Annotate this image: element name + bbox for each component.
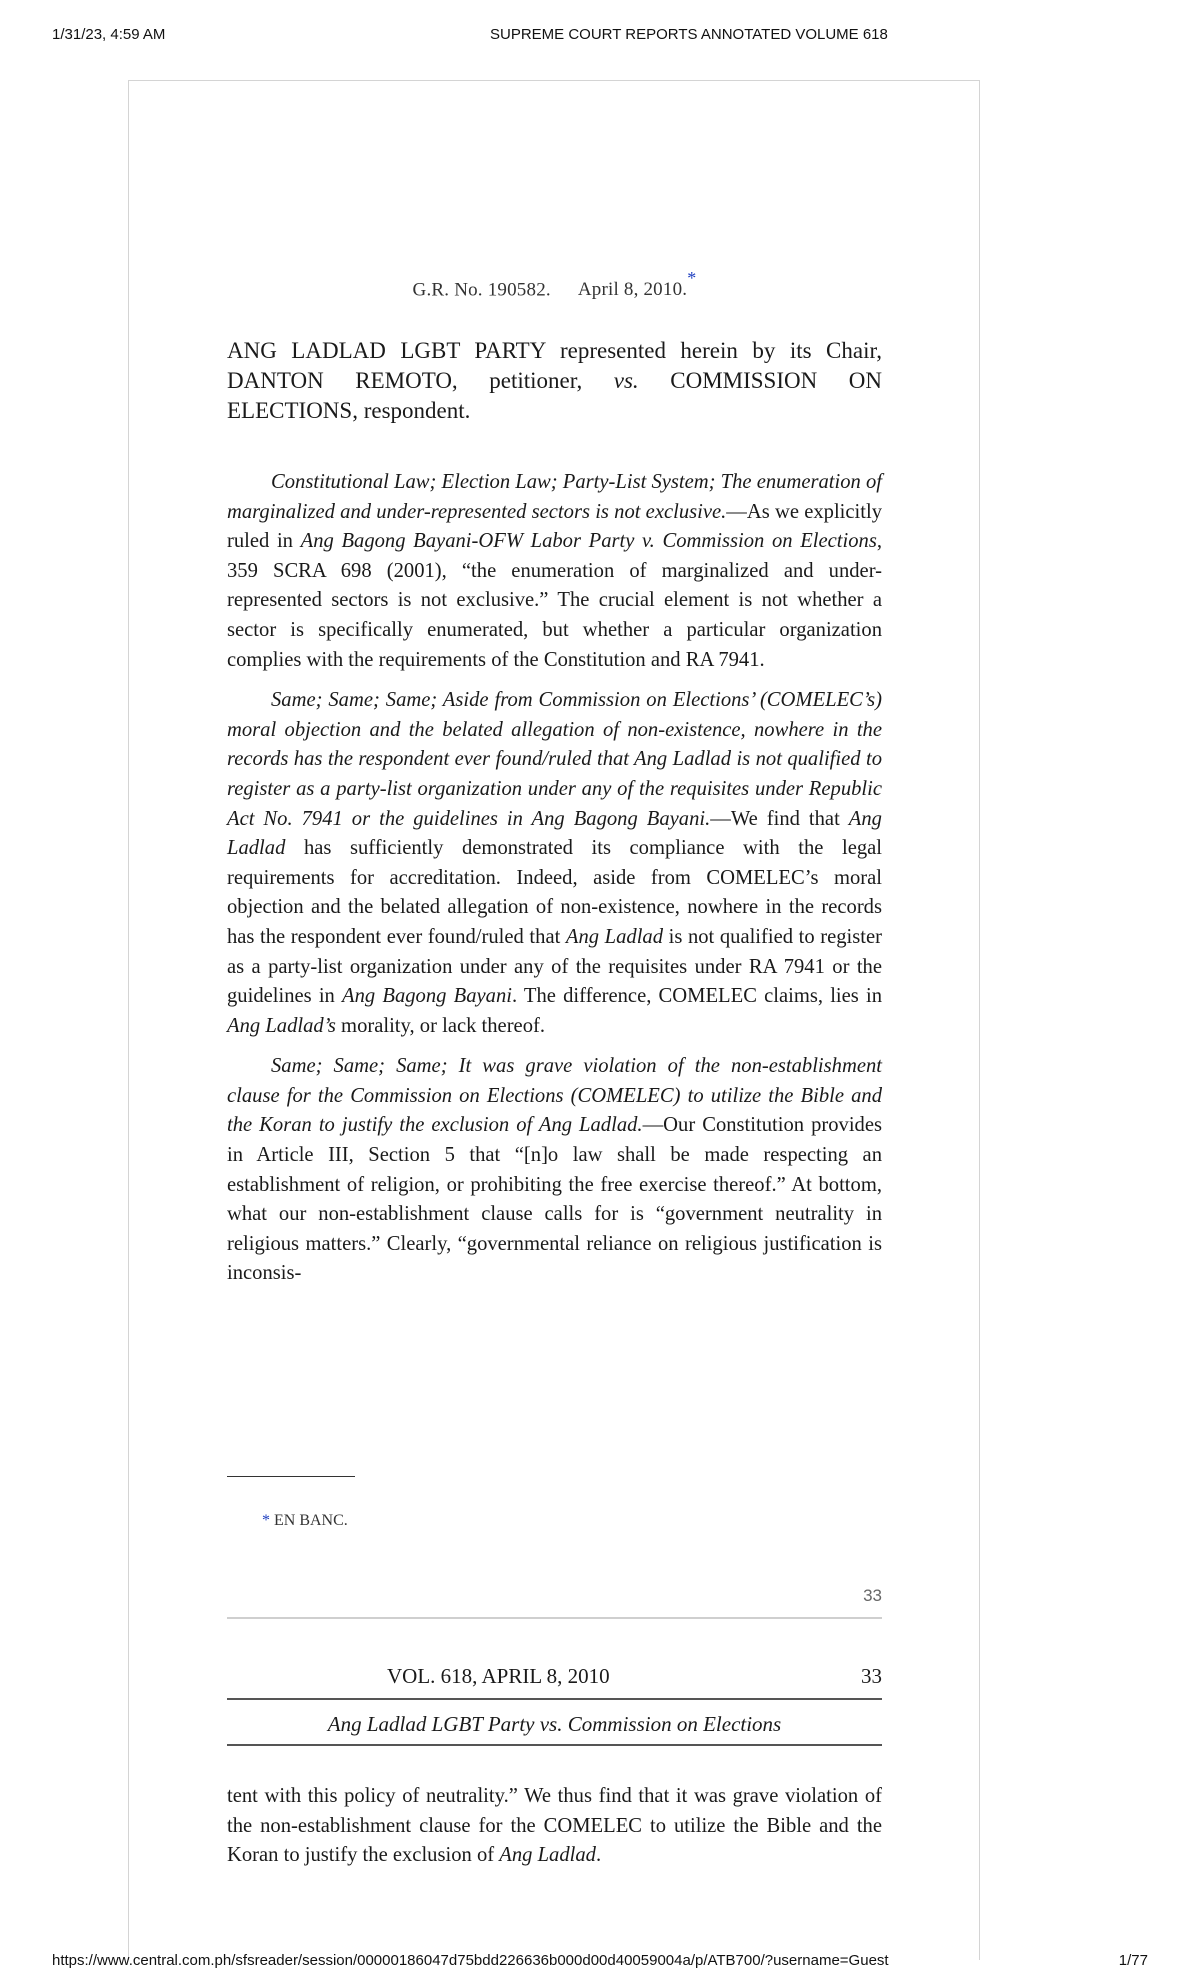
syllabus-text: , 359 SCRA 698 (2001), “the enumeration of marginalized and under-represented sectors is not exclusive.” The crucial element is not whether a sector is specifically enumerated, but whether a particular organization complies with the requirements of the Constitution and RA 7941. (227, 530, 882, 671)
running-head-volume: VOL. 618, APRIL 8, 2010 (387, 1664, 610, 1688)
syllabus-text: has sufficiently demonstrated its compliance with the legal requirements for accreditation. Indeed, aside from COMELEC’s moral objection and the belated allegation of non-existence, nowhere in the records has the respondent ever found/ruled that (227, 837, 882, 948)
syllabus (227, 468, 882, 1300)
syllabus-paragraph-2 (227, 686, 882, 1041)
gr-number: G.R. No. 190582. (412, 279, 551, 301)
footnote (262, 1512, 917, 1530)
party-name: Ang Ladlad (499, 1844, 596, 1867)
case-citation: Ang Bagong Bayani (342, 985, 512, 1008)
footnote-text: EN BANC. (274, 1512, 348, 1529)
continuation-text (227, 1782, 882, 1871)
case-parties (227, 336, 882, 426)
syllabus-topic-1: Constitutional Law; Election Law; Party-List System; The enumeration of marginalized and under-represented sectors is not exclusive. (227, 471, 882, 523)
syllabus-text: —Our Constitution provides in Article III, Section 5 that “[n]o law shall be made respecting an establishment of religion, or prohibiting the free exercise thereof.” At bottom, what our non-establishment clause calls for is “government neutrality in religious matters.” Clearly, “governmental reliance on religious justification is inconsis- (227, 1114, 883, 1285)
print-url: https://www.central.com.ph/sfsreader/session/00000186047d75bdd226636b000d00d40059004a/p/ATB700/?username=Guest (52, 1952, 889, 1969)
print-datetime: 1/31/23, 4:59 AM (52, 26, 166, 43)
case-citation: Ang Bagong Bayani-OFW Labor Party v. Commission on Elections (300, 530, 877, 553)
print-title: SUPREME COURT REPORTS ANNOTATED VOLUME 618 (490, 26, 888, 43)
running-head-case-part2: Commission on Elections (562, 1712, 782, 1736)
decision-date: April 8, 2010. (577, 279, 688, 301)
body-text: . (595, 1844, 602, 1867)
body-text: tent with this policy of neutrality.” We thus find that it was grave violation of the non-establishment clause for the COMELEC to utilize the Bible and the Koran to justify the exclusion of (227, 1785, 882, 1867)
syllabus-paragraph-1 (227, 468, 882, 675)
party-name: Ang Ladlad’s (227, 1014, 336, 1037)
page-separator (227, 1617, 882, 1619)
footnote-marker: * (262, 1512, 270, 1529)
syllabus-text: —We find that (710, 807, 849, 830)
case-number-line (227, 268, 882, 301)
continuation-paragraph (227, 1782, 882, 1871)
print-header (0, 26, 1200, 56)
party-name: Ang Ladlad (565, 925, 664, 948)
running-head-rule-top (227, 1698, 882, 1700)
running-head-case-vs: vs. (539, 1712, 563, 1736)
syllabus-text: is not qualified to register as a party-list organization under any of the requisites under RA 7941 or the guidelines in (227, 925, 882, 1008)
page-number: 33 (863, 1586, 882, 1605)
footnote-divider (227, 1476, 355, 1477)
syllabus-topic-2: Same; Same; Same; Aside from Commission on Elections’ (COMELEC’s) moral objection and the belated allegation of non-existence, nowhere in the records has the respondent ever found/ruled that Ang Ladlad is not qualified to register as a party-list organization under any of the requisites under Republic Act No. 7941 or the guidelines in Ang Bagong Bayani. (227, 689, 882, 830)
syllabus-text: morality, or lack thereof. (335, 1014, 546, 1037)
syllabus-topic-3: Same; Same; Same; It was grave violation of the non-establishment clause for the Commission on Elections (COMELEC) to utilize the Bible and the Koran to justify the exclusion of Ang Ladlad. (227, 1055, 882, 1137)
parties-text-2: COMMISSION ON ELECTIONS, respondent. (227, 368, 882, 423)
parties-text-1: ANG LADLAD LGBT PARTY represented herein by its Chair, DANTON REMOTO, petitioner, (227, 338, 882, 393)
parties-vs: vs. (613, 368, 639, 393)
syllabus-text: —As we explicitly ruled in (227, 500, 882, 553)
running-head-case-title (227, 1712, 882, 1737)
syllabus-paragraph-3 (227, 1052, 882, 1289)
running-head-rule-bottom (227, 1744, 882, 1746)
footnote-ref-link[interactable]: * (687, 268, 697, 288)
party-name: Ang Ladlad (227, 807, 882, 860)
print-footer (0, 1952, 1200, 1982)
syllabus-text: . The difference, COMELEC claims, lies in (511, 985, 882, 1008)
print-page-count: 1/77 (1118, 1952, 1148, 1969)
running-head-case-part1: Ang Ladlad LGBT Party (327, 1712, 540, 1736)
running-head-page: 33 (861, 1664, 882, 1688)
